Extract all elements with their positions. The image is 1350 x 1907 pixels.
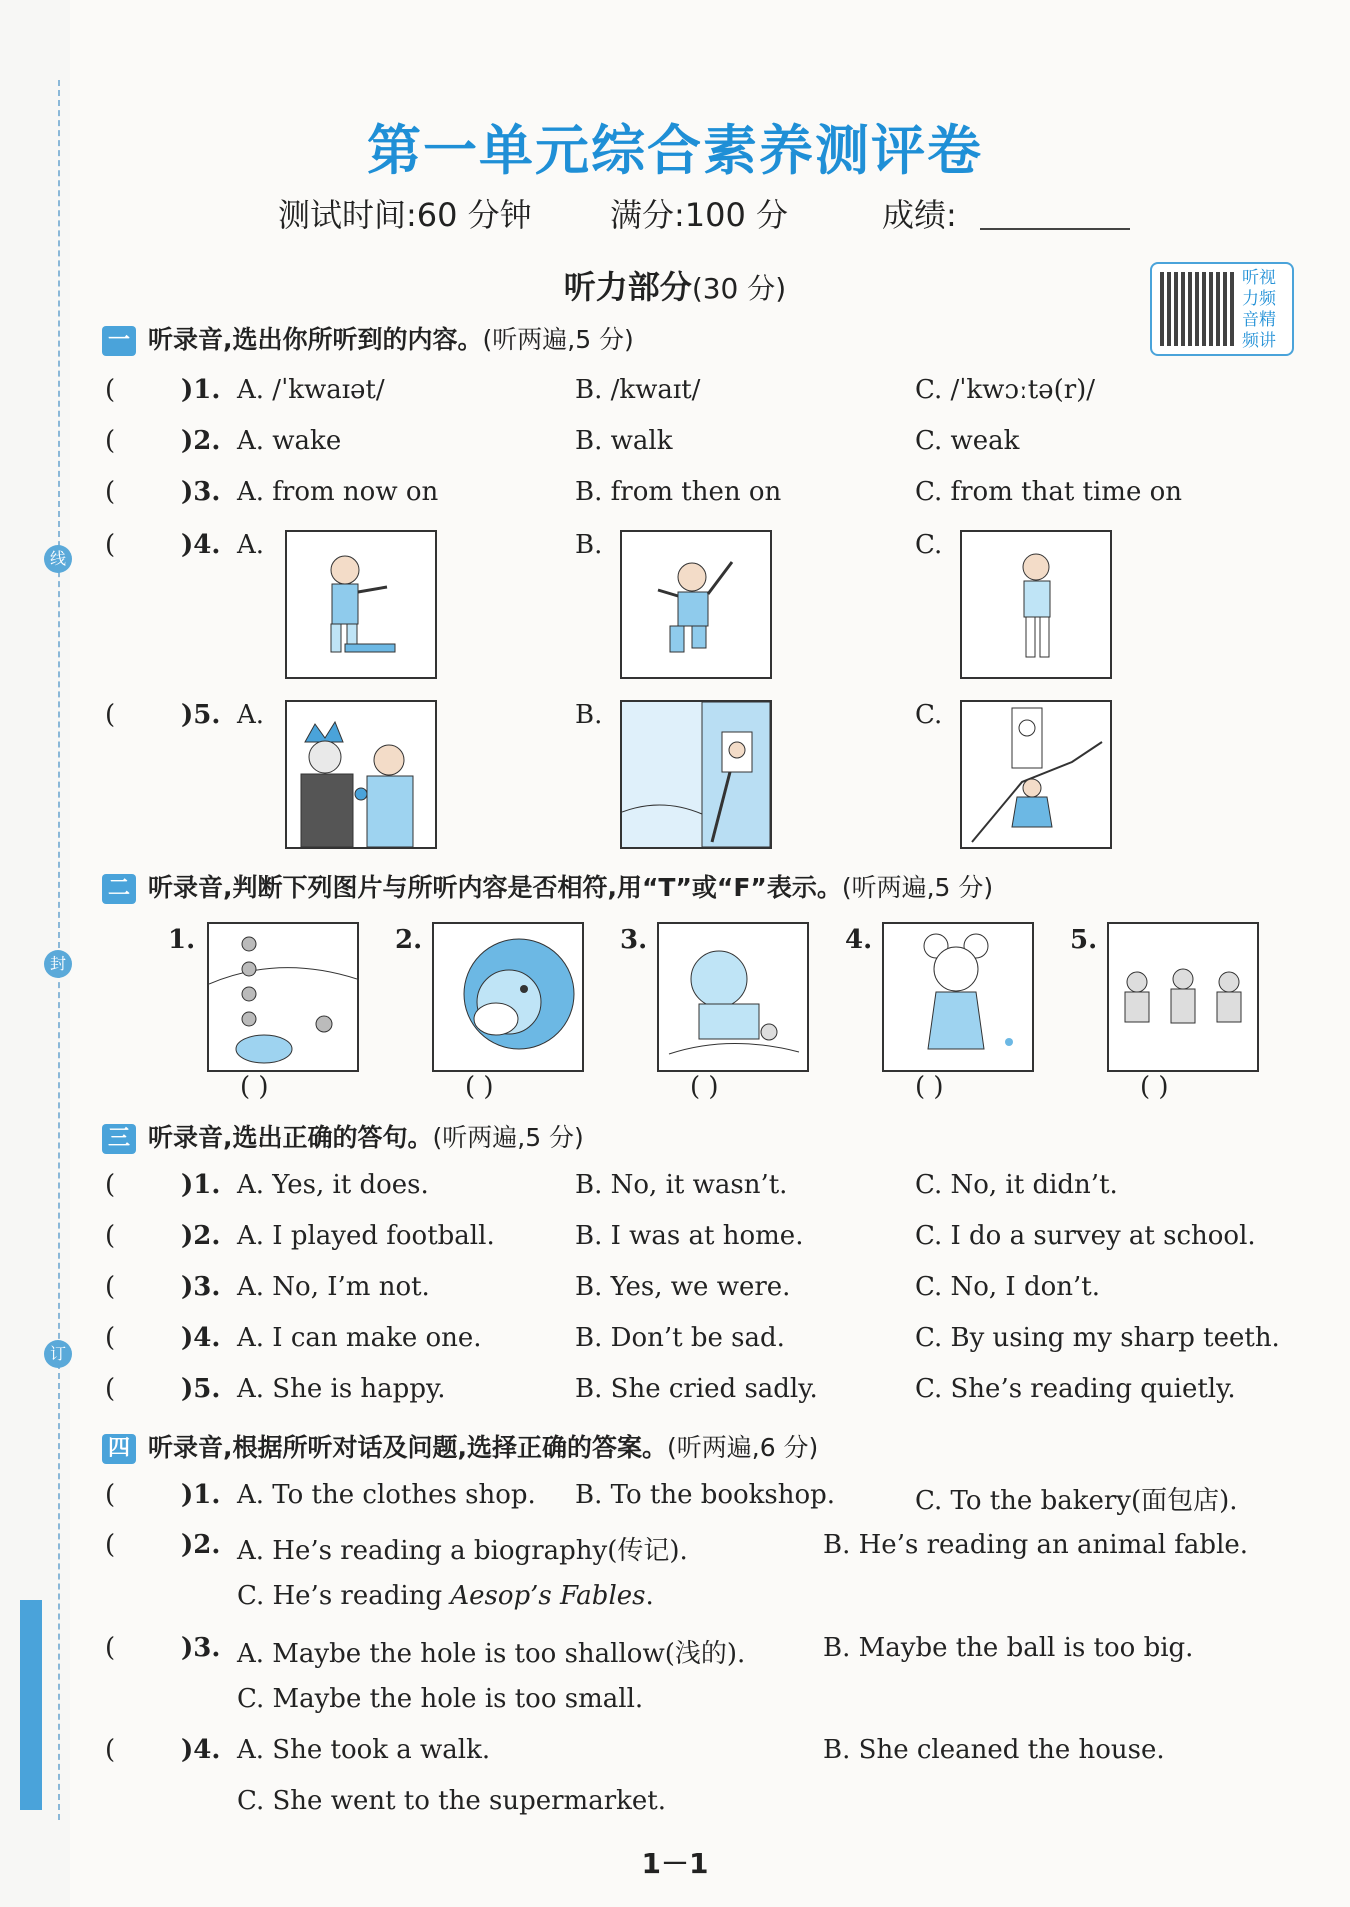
answer-blank[interactable]: (: [105, 700, 116, 730]
option-b: B. from then on: [575, 477, 782, 507]
option-a: A.: [237, 700, 265, 730]
s2-answer-1[interactable]: ( ): [240, 1072, 269, 1102]
picture-label-1: 1.: [168, 925, 196, 955]
question-number: )1.: [181, 1480, 221, 1510]
book-title: Aesop’s Fables: [450, 1581, 646, 1611]
option-a: A. wake: [237, 426, 342, 456]
option-a: A. She is happy.: [237, 1374, 446, 1404]
option-b: B. He’s reading an animal fable.: [823, 1530, 1249, 1560]
section-3-number: 三: [102, 1124, 136, 1154]
answer-blank[interactable]: (: [105, 1272, 116, 1302]
answer-blank[interactable]: (: [105, 426, 116, 456]
part-name: 听力部分: [563, 268, 692, 306]
s4-question-2: [105, 1530, 1305, 1570]
part-heading: [0, 262, 1350, 308]
option-c: C. Maybe the hole is too small.: [237, 1684, 644, 1714]
option-c: C. By using my sharp teeth.: [915, 1323, 1280, 1353]
s2-picture-1-monkeys-chain[interactable]: [207, 922, 359, 1072]
question-number: )1.: [181, 375, 221, 405]
s2-picture-5-three-bears[interactable]: [1107, 922, 1259, 1072]
full-score: 满分:100 分: [610, 196, 789, 234]
section-1-text: 听录音,选出你所听到的内容。: [148, 325, 483, 354]
answer-blank[interactable]: (: [105, 1170, 116, 1200]
option-c: C. /ˈkwɔːtə(r)/: [915, 375, 1096, 405]
test-time: 测试时间:60 分钟: [278, 196, 532, 234]
option-b: B. Maybe the ball is too big.: [823, 1633, 1194, 1663]
option-b: B. walk: [575, 426, 673, 456]
option-b: B. She cried sadly.: [575, 1374, 818, 1404]
qr-code-icon: [1160, 272, 1236, 346]
option-b: B.: [575, 700, 603, 730]
question-number: )3.: [181, 1272, 221, 1302]
option-c: C. weak: [915, 426, 1020, 456]
s4-question-2-c: [105, 1581, 1305, 1621]
s2-answer-3[interactable]: ( ): [690, 1072, 719, 1102]
s3-question-4: [105, 1323, 1305, 1363]
picture-label-5: 5.: [1070, 925, 1098, 955]
s1-question-3: [105, 477, 1305, 517]
side-brand-bar: [20, 1600, 42, 1810]
question-number: )3.: [181, 477, 221, 507]
s4-question-3-c: [105, 1684, 1305, 1724]
s4-question-4-c: [105, 1786, 1305, 1826]
option-a: A. No, I’m not.: [237, 1272, 430, 1302]
s4-question-1: [105, 1480, 1305, 1520]
s3-question-3: [105, 1272, 1305, 1312]
section-4-text: 听录音,根据所听对话及问题,选择正确的答案。: [148, 1433, 667, 1462]
question-number: )4.: [181, 1735, 221, 1765]
score-blank[interactable]: [980, 228, 1130, 230]
qr-label: 听视力频音精频讲: [1242, 268, 1276, 351]
q5-picture-b-tower-window[interactable]: [620, 700, 772, 849]
part-points: (30 分): [691, 272, 787, 305]
option-c-prefix: C. He’s reading: [237, 1581, 451, 1611]
option-b: B. Yes, we were.: [575, 1272, 791, 1302]
q5-picture-c-clock-tower-stairs[interactable]: [960, 700, 1112, 849]
picture-label-2: 2.: [395, 925, 423, 955]
s4-question-3: [105, 1633, 1305, 1673]
q5-picture-a-queen-and-princess[interactable]: [285, 700, 437, 849]
option-b: B.: [575, 530, 603, 560]
section-1-points: (听两遍,5 分): [482, 325, 634, 354]
score-label: 成绩:: [882, 196, 957, 234]
question-number: )5.: [181, 1374, 221, 1404]
answer-blank[interactable]: (: [105, 1633, 116, 1663]
picture-label-3: 3.: [620, 925, 648, 955]
option-a: A. She took a walk.: [237, 1735, 491, 1765]
option-b: B. No, it wasn’t.: [575, 1170, 788, 1200]
option-c: C.: [915, 700, 943, 730]
section-1-heading: [102, 320, 634, 356]
q4-picture-a-boy-on-stool[interactable]: [285, 530, 437, 679]
page-number: 1－1: [641, 1847, 709, 1880]
section-3-heading: [102, 1118, 584, 1154]
qr-badge[interactable]: [1150, 262, 1294, 356]
option-b: B. I was at home.: [575, 1221, 804, 1251]
question-number: )4.: [181, 530, 221, 560]
option-a: A. I can make one.: [237, 1323, 482, 1353]
answer-blank[interactable]: (: [105, 530, 116, 560]
question-number: )5.: [181, 700, 221, 730]
option-b: B. Don’t be sad.: [575, 1323, 785, 1353]
question-number: )4.: [181, 1323, 221, 1353]
option-c: C. She’s reading quietly.: [915, 1374, 1236, 1404]
side-mark-1: 线: [44, 545, 72, 573]
answer-blank[interactable]: (: [105, 1221, 116, 1251]
answer-blank[interactable]: (: [105, 1530, 116, 1560]
s2-picture-3-lion-and-mouse[interactable]: [657, 922, 809, 1072]
question-number: )3.: [181, 1633, 221, 1663]
option-a: A. /ˈkwaɪət/: [237, 375, 385, 405]
option-a: A. from now on: [237, 477, 439, 507]
section-2-heading: [102, 868, 993, 904]
option-c: C. To the bakery(面包店).: [915, 1486, 1238, 1516]
s2-answer-5[interactable]: ( ): [1140, 1072, 1169, 1102]
option-c: C. No, it didn’t.: [915, 1170, 1118, 1200]
option-a: A.: [237, 530, 265, 560]
section-2-text: 听录音,判断下列图片与所听内容是否相符,用“T”或“F”表示。: [148, 873, 842, 902]
option-a: A. Maybe the hole is too shallow(浅的).: [237, 1639, 746, 1669]
side-mark-3: 订: [44, 1340, 72, 1368]
question-number: )1.: [181, 1170, 221, 1200]
answer-blank[interactable]: (: [105, 1323, 116, 1353]
option-c: [237, 1581, 654, 1611]
question-number: )2.: [181, 1221, 221, 1251]
option-c: C.: [915, 530, 943, 560]
option-a: A. To the clothes shop.: [237, 1480, 536, 1510]
option-a: A. He’s reading a biography(传记).: [237, 1536, 688, 1566]
section-3-points: (听两遍,5 分): [432, 1123, 584, 1152]
s3-question-2: [105, 1221, 1305, 1261]
q4-picture-b-boy-jumping[interactable]: [620, 530, 772, 679]
s4-question-4: [105, 1735, 1305, 1775]
option-a: A. I played football.: [237, 1221, 495, 1251]
option-c: C. I do a survey at school.: [915, 1221, 1256, 1251]
q4-picture-c-boy-standing[interactable]: [960, 530, 1112, 679]
s1-question-2: [105, 426, 1305, 466]
option-c: C. from that time on: [915, 477, 1182, 507]
option-c: C. She went to the supermarket.: [237, 1786, 666, 1816]
picture-label-4: 4.: [845, 925, 873, 955]
answer-blank[interactable]: (: [105, 477, 116, 507]
option-b: B. To the bookshop.: [575, 1480, 836, 1510]
s3-question-5: [105, 1374, 1305, 1414]
option-c: C. No, I don’t.: [915, 1272, 1100, 1302]
option-c-suffix: .: [645, 1581, 654, 1611]
section-2-number: 二: [102, 874, 136, 904]
section-1-number: 一: [102, 326, 136, 356]
side-mark-2: 封: [44, 950, 72, 978]
s1-question-1: [105, 375, 1305, 415]
s2-answer-2[interactable]: ( ): [465, 1072, 494, 1102]
answer-blank[interactable]: (: [105, 1374, 116, 1404]
section-3-text: 听录音,选出正确的答句。: [148, 1123, 433, 1152]
question-number: )2.: [181, 1530, 221, 1560]
page-title: 第一单元综合素养测评卷: [367, 118, 983, 182]
s2-picture-2-roaring-lion[interactable]: [432, 922, 584, 1072]
s3-question-1: [105, 1170, 1305, 1210]
section-4-number: 四: [102, 1434, 136, 1464]
option-a: A. Yes, it does.: [237, 1170, 429, 1200]
option-b: B. She cleaned the house.: [823, 1735, 1165, 1765]
answer-blank[interactable]: (: [105, 1735, 116, 1765]
s2-picture-4-crying-mouse[interactable]: [882, 922, 1034, 1072]
answer-blank[interactable]: (: [105, 1480, 116, 1510]
section-4-points: (听两遍,6 分): [667, 1433, 819, 1462]
option-b: B. /kwaɪt/: [575, 375, 701, 405]
answer-blank[interactable]: (: [105, 375, 116, 405]
section-4-heading: [102, 1428, 818, 1464]
section-2-points: (听两遍,5 分): [841, 873, 994, 902]
question-number: )2.: [181, 426, 221, 456]
s2-answer-4[interactable]: ( ): [915, 1072, 944, 1102]
